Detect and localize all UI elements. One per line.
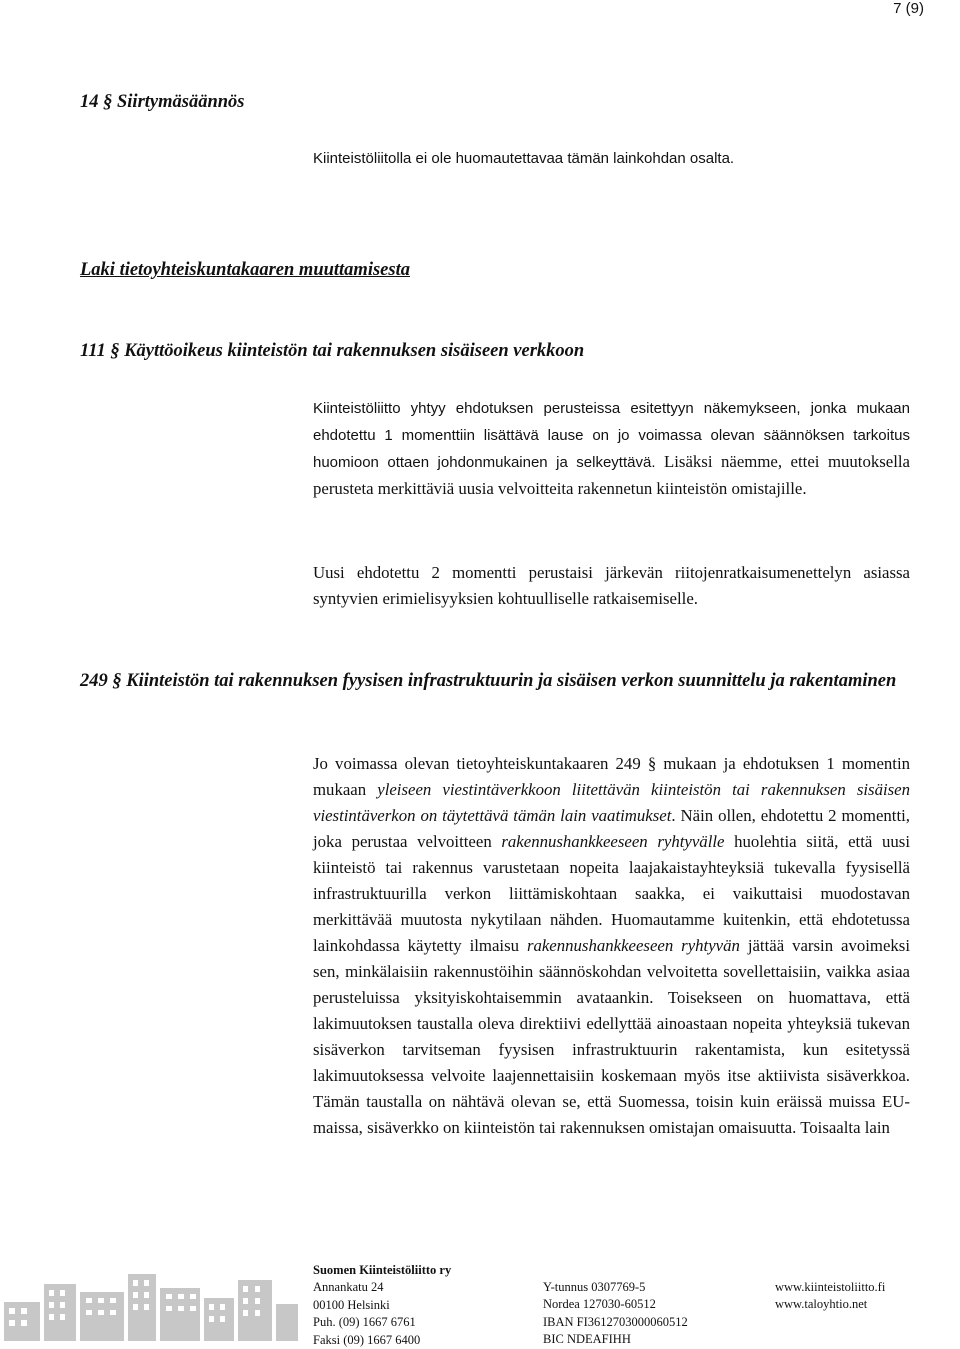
s249-italic-1: yleiseen viestintäverkkoon liitettävän kiinteistön tai rakennuksen sisäisen viestintäverkon on täytettävä tämän lain vaatimukset (313, 780, 910, 825)
footer-registry (543, 1279, 688, 1349)
footer-bank-account: Nordea 127030-60512 (543, 1297, 656, 1312)
footer-web (775, 1279, 885, 1314)
section-249-heading: 249 § Kiinteistön tai rakennuksen fyysisen infrastruktuurin ja sisäisen verkon suunnittelu ja rakentaminen (80, 671, 897, 691)
footer-org-name: Suomen Kiinteistöliitto ry (313, 1263, 452, 1277)
footer-street: Annankatu 24 (313, 1280, 384, 1295)
footer-website-2[interactable]: www.taloyhtio.net (775, 1297, 868, 1312)
section-249-paragraph (313, 751, 910, 1141)
s249-italic-2: rakennushankkeeseen ryhtyvälle (501, 832, 725, 851)
s249-text-2: . Näin ollen, ehdotettu 2 momentti, joka perustaa velvoitteen (313, 806, 910, 851)
footer-address (313, 1262, 451, 1349)
law-title: Laki tietoyhteiskuntakaaren muuttamisesta (80, 260, 410, 280)
s249-text-1: Jo voimassa olevan tietoyhteiskuntakaaren 249 § mukaan ja ehdotuksen 1 momentin mukaan (313, 754, 910, 799)
footer-business-id: Y-tunnus 0307769-5 (543, 1280, 646, 1294)
section-111-heading: 111 § Käyttöoikeus kiinteistön tai rakennuksen sisäiseen verkkoon (80, 341, 585, 361)
footer-fax: Faksi (09) 1667 6400 (313, 1332, 421, 1347)
s249-italic-3: rakennushankkeeseen ryhtyvän (526, 936, 740, 955)
section-111-paragraph-1-sans: Kiinteistöliitto yhtyy ehdotuksen perusteissa esitettyyn näkemykseen, jonka mukaan ehdotettu 1 momenttiin lisättävä lause on jo voimassa olevan säännöksen tarkoitus huomioon ottaen johdonmukainen ja selkeyttävä. (313, 400, 910, 471)
footer-postal: 00100 Helsinki (313, 1297, 390, 1312)
section-14-text: Kiinteistöliitolla ei ole huomautettavaa tämän lainkohdan osalta. (313, 150, 735, 167)
building-skyline-logo (0, 1262, 300, 1341)
s249-text-3: huolehtia siitä, että uusi kiinteistö tai rakennus varustetaan nopeita laajakaistayhteyksiä tukevalla fyysisellä infrastruktuurilla verkon liittämiskohtaan saakka, ei vaikuttaisi muodostavan merkittävää muutosta nykytilaan nähden. Huomautamme kuitenkin, että ehdotetussa lainkohdassa käytetty ilmaisu (313, 832, 910, 955)
footer-bic: BIC NDEAFIHH (543, 1332, 631, 1347)
s249-text-4: jättää varsin avoimeksi sen, minkälaisiin rakennustöihin säännöskohdan velvoitetta sovellettaisiin, vaikka asiaa perusteluissa yksityiskohtaisemmin avataankin. Toisekseen on huomattava, että lakimuutoksen taustalla oleva direktiivi edellyttää ainoastaan nopeita yhteyksiä tukevan sisäverkon tarvitseman fyysisen infrastruktuurin rakentamista, kun esitetyssä lakimuutoksessa velvoite laajennettaisiin koskemaan myös itse aktiivista sisäverkkoa. Tämän taustalla on nähtävä olevan se, että Suomessa, toisin kuin eräissä muissa EU-maissa, sisäverkko on kiinteistön tai rakennuksen omistajan omaisuutta. Toisaalta lain (313, 936, 910, 1137)
section-14-heading: 14 § Siirtymäsäännös (80, 92, 245, 112)
page-number: 7 (9) (893, 0, 924, 17)
section-111-paragraph-1 (313, 395, 910, 502)
footer-phone: Puh. (09) 1667 6761 (313, 1315, 416, 1330)
section-111-paragraph-2: Uusi ehdotettu 2 momentti perustaisi järkevän riitojenratkaisumenettelyn asiassa syntyvien erimielisyyksien kohtuulliselle ratkaisemiselle. (313, 563, 910, 608)
footer-iban: IBAN FI3612703000060512 (543, 1314, 688, 1329)
section-111-paragraph-1-serif: Lisäksi näemme, ettei muutoksella perusteta merkittäviä uusia velvoitteita rakennetun kiinteistön omistajille. (313, 452, 910, 498)
footer-website-1[interactable]: www.kiinteistoliitto.fi (775, 1280, 886, 1294)
